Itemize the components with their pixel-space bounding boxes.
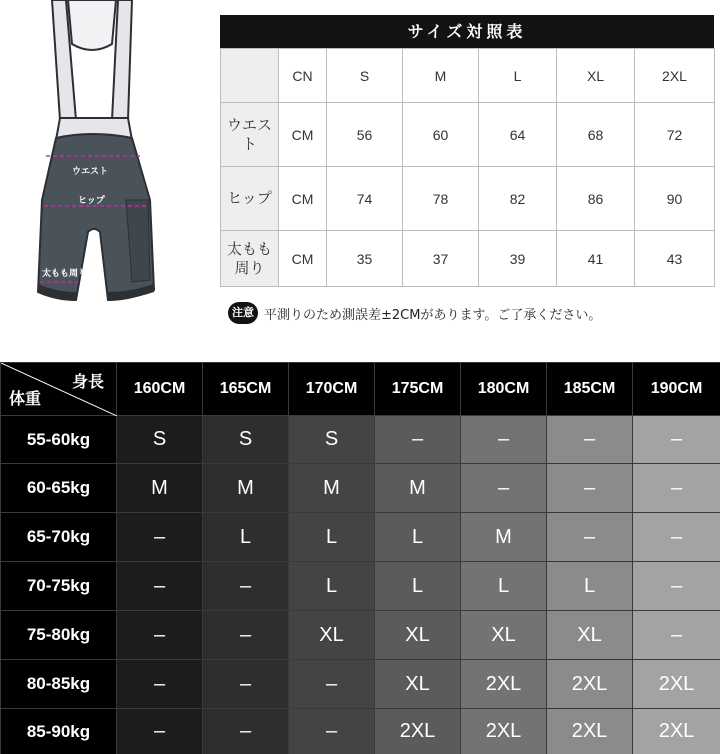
size-result-cell: – xyxy=(289,660,375,709)
size-header-row xyxy=(221,49,715,103)
size-result-cell: S xyxy=(117,416,203,464)
size-col-header: 2XL xyxy=(635,49,715,103)
size-value-cell: 35 xyxy=(327,231,403,287)
weight-label-cell: 55-60kg xyxy=(1,416,117,464)
bib-shorts-illustration xyxy=(0,0,200,340)
size-unit-cell: CM xyxy=(279,231,327,287)
size-value-cell: 39 xyxy=(479,231,557,287)
thigh-label: 太もも周り xyxy=(42,269,88,279)
size-chart-table xyxy=(220,48,715,287)
size-result-cell: L xyxy=(461,562,547,611)
size-result-cell: 2XL xyxy=(461,709,547,754)
size-result-cell: – xyxy=(117,709,203,754)
size-result-cell: – xyxy=(547,513,633,562)
size-value-cell: 68 xyxy=(557,103,635,167)
weight-row xyxy=(1,513,720,562)
size-result-cell: 2XL xyxy=(547,660,633,709)
size-result-cell: XL xyxy=(289,611,375,660)
size-result-cell: 2XL xyxy=(461,660,547,709)
size-result-cell: XL xyxy=(547,611,633,660)
size-value-cell: 86 xyxy=(557,167,635,231)
waist-label: ウエスト xyxy=(72,167,109,177)
size-value-cell: 90 xyxy=(635,167,715,231)
weight-row xyxy=(1,562,720,611)
size-value-cell: 82 xyxy=(479,167,557,231)
weight-row xyxy=(1,416,720,464)
weight-label-cell: 60-65kg xyxy=(1,464,117,513)
size-result-cell: XL xyxy=(461,611,547,660)
caution-badge: 注意 xyxy=(228,302,258,324)
size-result-cell: M xyxy=(203,464,289,513)
size-chart xyxy=(220,15,714,287)
height-header-cell: 160CM xyxy=(117,363,203,416)
height-header-cell: 180CM xyxy=(461,363,547,416)
size-row-waist xyxy=(221,103,715,167)
measurement-note xyxy=(228,302,601,324)
size-result-cell: 2XL xyxy=(633,709,720,754)
weight-row xyxy=(1,464,720,513)
weight-label-cell: 85-90kg xyxy=(1,709,117,754)
size-result-cell: L xyxy=(375,562,461,611)
weight-label-cell: 75-80kg xyxy=(1,611,117,660)
size-value-cell: 37 xyxy=(403,231,479,287)
size-value-cell: 41 xyxy=(557,231,635,287)
size-result-cell: M xyxy=(375,464,461,513)
size-unit-cell: CM xyxy=(279,167,327,231)
hip-label: ヒップ xyxy=(78,196,105,206)
size-row-label: ウエスト xyxy=(221,103,279,167)
size-result-cell: S xyxy=(289,416,375,464)
height-axis-label: 身長 xyxy=(71,374,104,391)
weight-row xyxy=(1,611,720,660)
size-result-cell: 2XL xyxy=(633,660,720,709)
size-result-cell: XL xyxy=(375,611,461,660)
height-header-cell: 165CM xyxy=(203,363,289,416)
size-value-cell: 72 xyxy=(635,103,715,167)
weight-axis-label: 体重 xyxy=(9,391,42,408)
size-result-cell: M xyxy=(117,464,203,513)
height-header-cell: 175CM xyxy=(375,363,461,416)
size-value-cell: 78 xyxy=(403,167,479,231)
size-corner-cell xyxy=(221,49,279,103)
size-result-cell: – xyxy=(633,611,720,660)
size-result-cell: – xyxy=(203,562,289,611)
size-result-cell: – xyxy=(633,464,720,513)
height-weight-table xyxy=(0,362,720,754)
size-result-cell: – xyxy=(117,513,203,562)
size-result-cell: – xyxy=(203,611,289,660)
size-result-cell: – xyxy=(547,416,633,464)
hw-corner-cell xyxy=(1,363,117,416)
size-col-header: M xyxy=(403,49,479,103)
size-value-cell: 56 xyxy=(327,103,403,167)
size-row-label: 太もも周り xyxy=(221,231,279,287)
size-value-cell: 64 xyxy=(479,103,557,167)
size-result-cell: – xyxy=(633,416,720,464)
size-result-cell: – xyxy=(461,416,547,464)
size-col-header: L xyxy=(479,49,557,103)
size-col-header: XL xyxy=(557,49,635,103)
weight-label-cell: 65-70kg xyxy=(1,513,117,562)
size-result-cell: – xyxy=(461,464,547,513)
size-result-cell: M xyxy=(289,464,375,513)
size-result-cell: L xyxy=(289,513,375,562)
size-result-cell: – xyxy=(289,709,375,754)
weight-label-cell: 80-85kg xyxy=(1,660,117,709)
size-result-cell: – xyxy=(117,660,203,709)
size-result-cell: S xyxy=(203,416,289,464)
size-chart-title: サイズ対照表 xyxy=(220,15,714,48)
size-result-cell: L xyxy=(203,513,289,562)
size-result-cell: 2XL xyxy=(375,709,461,754)
size-result-cell: L xyxy=(289,562,375,611)
weight-row xyxy=(1,660,720,709)
size-result-cell: – xyxy=(203,709,289,754)
size-result-cell: – xyxy=(633,513,720,562)
size-result-cell: – xyxy=(117,562,203,611)
height-header-row xyxy=(1,363,720,416)
size-row-thigh xyxy=(221,231,715,287)
size-value-cell: 74 xyxy=(327,167,403,231)
size-result-cell: 2XL xyxy=(547,709,633,754)
size-row-hip xyxy=(221,167,715,231)
size-result-cell: – xyxy=(547,464,633,513)
weight-row xyxy=(1,709,720,754)
size-result-cell: – xyxy=(375,416,461,464)
size-result-cell: – xyxy=(117,611,203,660)
height-header-cell: 170CM xyxy=(289,363,375,416)
size-result-cell: M xyxy=(461,513,547,562)
size-result-cell: L xyxy=(547,562,633,611)
size-row-label: ヒップ xyxy=(221,167,279,231)
size-value-cell: 43 xyxy=(635,231,715,287)
size-col-header: S xyxy=(327,49,403,103)
size-unit-cell: CM xyxy=(279,103,327,167)
height-weight-chart xyxy=(0,362,720,754)
size-result-cell: L xyxy=(375,513,461,562)
note-text: 平測りのため測誤差±2CMがあります。ご了承ください。 xyxy=(264,307,602,323)
size-result-cell: XL xyxy=(375,660,461,709)
size-value-cell: 60 xyxy=(403,103,479,167)
size-result-cell: – xyxy=(203,660,289,709)
weight-label-cell: 70-75kg xyxy=(1,562,117,611)
size-col-header: CN xyxy=(279,49,327,103)
height-header-cell: 190CM xyxy=(633,363,720,416)
size-result-cell: – xyxy=(633,562,720,611)
height-header-cell: 185CM xyxy=(547,363,633,416)
